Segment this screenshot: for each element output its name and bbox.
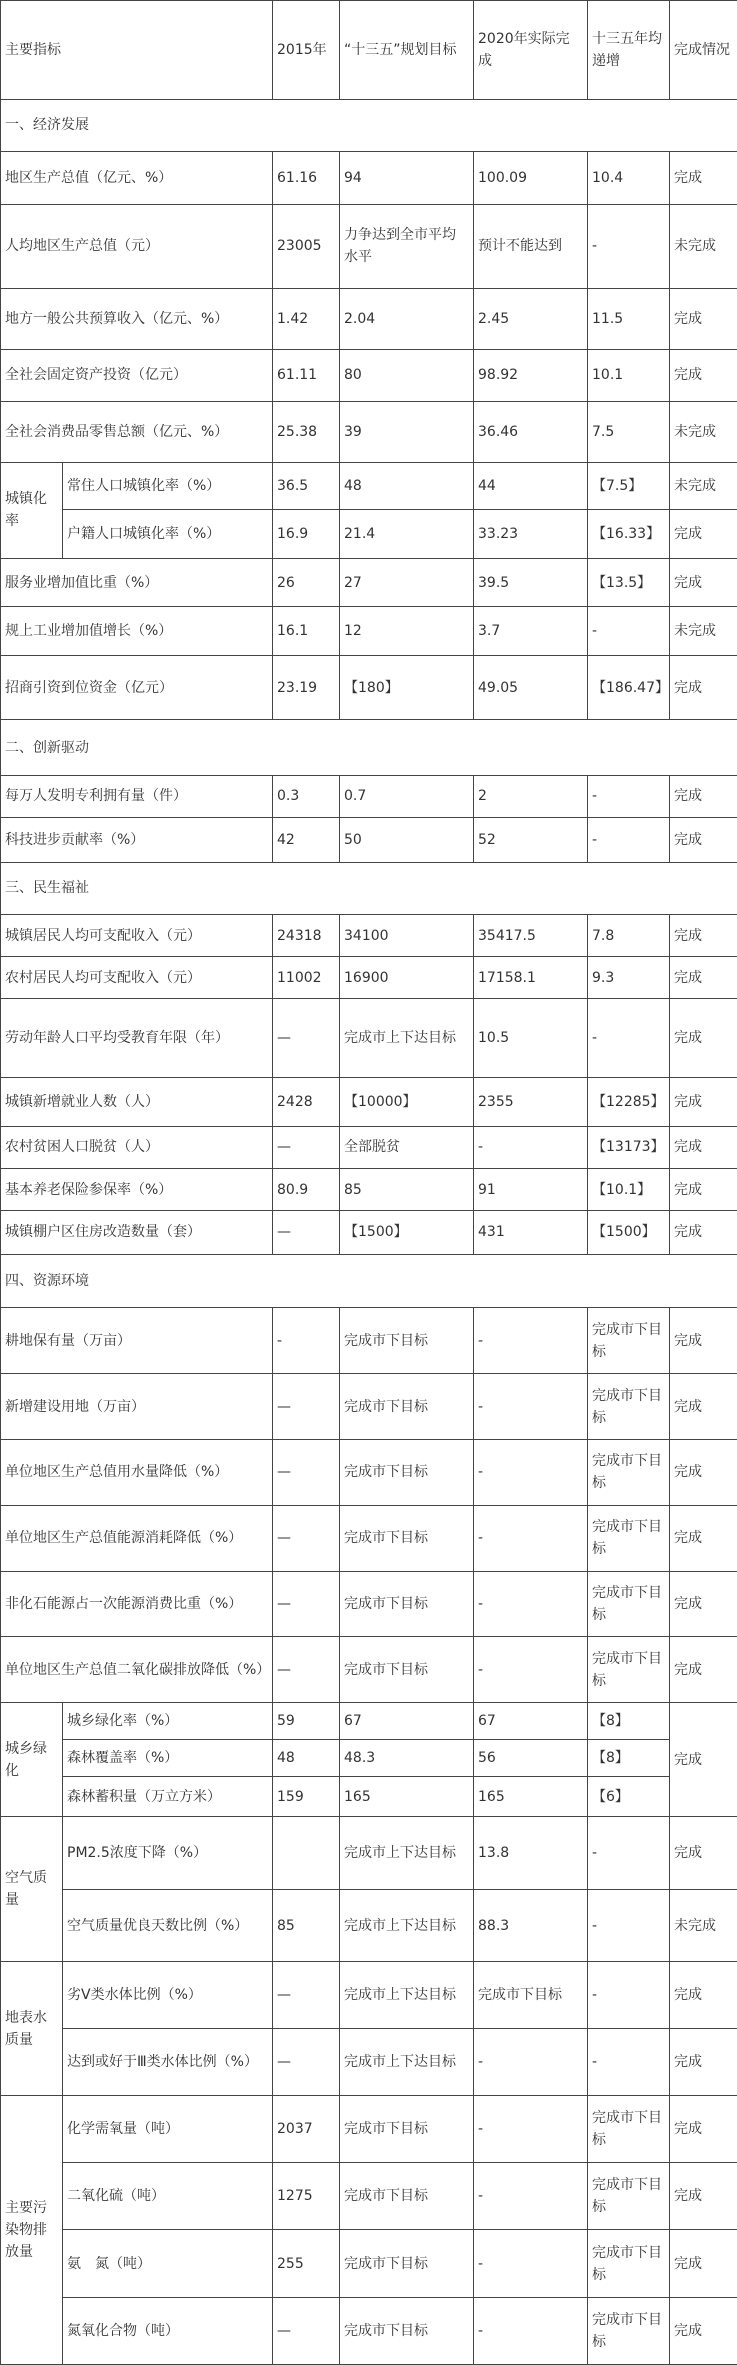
status-value: 完成 [670,2230,737,2297]
table-row [1,1637,737,1703]
table-row [1,1374,737,1440]
growth-value: 完成市下目标 [588,1308,670,1374]
growth-value: 完成市下目标 [588,2096,670,2163]
2015-value: 255 [273,2230,340,2297]
growth-value: 完成市下目标 [588,2230,670,2297]
status-value: 完成 [670,2297,737,2364]
status-value: 完成 [670,2029,737,2096]
column-header: 主要指标 [1,1,273,100]
column-header: 十三五年均递增 [588,1,670,100]
growth-value: - [588,1817,670,1889]
growth-value: 完成市下目标 [588,2163,670,2230]
status-value: 完成 [670,558,737,607]
growth-value: 7.8 [588,915,670,957]
actual-2020-value: - [474,1374,588,1440]
table-row [1,1169,737,1211]
indicator-name: 劣Ⅴ类水体比例（%） [63,1962,273,2029]
table-row [1,152,737,205]
indicator-name: 城镇居民人均可支配收入（元） [1,915,273,957]
indicator-name: 全社会固定资产投资（亿元） [1,349,273,402]
target-value: 27 [340,558,474,607]
2015-value: — [273,1505,340,1571]
status-value: 完成 [670,817,737,862]
2015-value: - [273,1308,340,1374]
section-row [1,862,737,915]
indicator-name: 劳动年龄人口平均受教育年限（年） [1,999,273,1078]
group-label: 主要污染物排放量 [1,2096,63,2365]
table-row [1,1126,737,1168]
indicator-name: 森林蓄积量（万立方米） [63,1776,273,1817]
actual-2020-value: - [474,2297,588,2364]
table-row [1,1962,737,2029]
2015-value: 11002 [273,957,340,999]
2015-value: 159 [273,1776,340,1817]
actual-2020-value: 13.8 [474,1817,588,1889]
status-value: 完成 [670,915,737,957]
status-value: 完成 [670,1211,737,1254]
header-row [1,1,737,100]
growth-value: 【7.5】 [588,462,670,509]
table-row [1,957,737,999]
actual-2020-value: 10.5 [474,999,588,1078]
2015-value: — [273,1962,340,2029]
actual-2020-value: 431 [474,1211,588,1254]
indicator-name: 城镇棚户区住房改造数量（套） [1,1211,273,1254]
status-value: 未完成 [670,607,737,656]
group-label: 城乡绿化 [1,1703,63,1817]
target-value: 完成市上下达目标 [340,1817,474,1889]
growth-value: 完成市下目标 [588,1505,670,1571]
growth-value: 完成市下目标 [588,1439,670,1505]
table-row [1,402,737,463]
actual-2020-value: - [474,1439,588,1505]
2015-value: 0.3 [273,775,340,817]
growth-value: - [588,607,670,656]
indicator-name: 城乡绿化率（%） [63,1703,273,1740]
growth-value: 【12285】 [588,1078,670,1127]
actual-2020-value: - [474,2096,588,2163]
growth-value: 完成市下目标 [588,1374,670,1440]
status-value: 完成 [670,1308,737,1374]
table-row [1,2297,737,2364]
indicator-name: 单位地区生产总值用水量降低（%） [1,1439,273,1505]
status-value: 完成 [670,656,737,720]
actual-2020-value: 91 [474,1169,588,1211]
status-value: 完成 [670,999,737,1078]
actual-2020-value: - [474,1505,588,1571]
actual-2020-value: - [474,2029,588,2096]
actual-2020-value: - [474,2163,588,2230]
group-label: 地表水质量 [1,1962,63,2096]
table-row [1,656,737,720]
indicator-name: 户籍人口城镇化率（%） [63,510,273,559]
growth-value: 【13.5】 [588,558,670,607]
target-value: 完成市上下达目标 [340,2029,474,2096]
2015-value: 23005 [273,204,340,288]
2015-value: 1275 [273,2163,340,2230]
target-value: 21.4 [340,510,474,559]
target-value: 力争达到全市平均水平 [340,204,474,288]
column-header: 2020年实际完成 [474,1,588,100]
target-value: 完成市下目标 [340,1374,474,1440]
2015-value: 2428 [273,1078,340,1127]
2015-value: 1.42 [273,289,340,350]
status-value: 完成 [670,775,737,817]
table-row [1,2230,737,2297]
target-value: 【10000】 [340,1078,474,1127]
table-row [1,775,737,817]
target-value: 完成市下目标 [340,1308,474,1374]
2015-value [273,1817,340,1889]
target-value: 2.04 [340,289,474,350]
status-value: 完成 [670,1169,737,1211]
growth-value: - [588,999,670,1078]
actual-2020-value: - [474,1571,588,1637]
target-value: 【1500】 [340,1211,474,1254]
2015-value: 80.9 [273,1169,340,1211]
2015-value: 61.11 [273,349,340,402]
indicator-name: 招商引资到位资金（亿元） [1,656,273,720]
indicator-name: 氨 氮（吨） [63,2230,273,2297]
actual-2020-value: - [474,1637,588,1703]
2015-value: 36.5 [273,462,340,509]
2015-value: — [273,2297,340,2364]
indicator-name: 单位地区生产总值能源消耗降低（%） [1,1505,273,1571]
status-value: 完成 [670,1126,737,1168]
growth-value: 10.1 [588,349,670,402]
indicator-name: 服务业增加值比重（%） [1,558,273,607]
indicator-name: 农村贫困人口脱贫（人） [1,1126,273,1168]
status-value: 完成 [670,2096,737,2163]
growth-value: 9.3 [588,957,670,999]
growth-value: 完成市下目标 [588,2297,670,2364]
2015-value: — [273,1637,340,1703]
actual-2020-value: - [474,2230,588,2297]
status-value: 完成 [670,1078,737,1127]
status-value: 完成 [670,1637,737,1703]
actual-2020-value: 2.45 [474,289,588,350]
growth-value: - [588,775,670,817]
table-row [1,2029,737,2096]
growth-value: 【1500】 [588,1211,670,1254]
indicator-name: 地方一般公共预算收入（亿元、%） [1,289,273,350]
2015-value: — [273,1374,340,1440]
actual-2020-value: - [474,1308,588,1374]
target-value: 完成市下目标 [340,1637,474,1703]
status-value: 完成 [670,1439,737,1505]
2015-value: 2037 [273,2096,340,2163]
2015-value: 23.19 [273,656,340,720]
2015-value: — [273,1126,340,1168]
status-value: 完成 [670,2163,737,2230]
status-value: 未完成 [670,1889,737,1961]
column-header: 完成情况 [670,1,737,100]
actual-2020-value: 165 [474,1776,588,1817]
actual-2020-value: 预计不能达到 [474,204,588,288]
2015-value: 48 [273,1739,340,1776]
indicator-name: 农村居民人均可支配收入（元） [1,957,273,999]
status-value: 完成 [670,349,737,402]
indicator-name: 化学需氧量（吨） [63,2096,273,2163]
target-value: 12 [340,607,474,656]
2015-value: 59 [273,1703,340,1740]
indicator-name: 二氧化硫（吨） [63,2163,273,2230]
section-row [1,99,737,152]
table-row [1,999,737,1078]
status-value: 完成 [670,510,737,559]
indicator-name: 地区生产总值（亿元、%） [1,152,273,205]
growth-value: - [588,204,670,288]
section-title: 三、民生福祉 [1,862,737,915]
2015-value: 85 [273,1889,340,1961]
table-row [1,349,737,402]
status-value: 完成 [670,152,737,205]
table-row [1,1308,737,1374]
table-row [1,1889,737,1961]
2015-value: — [273,1211,340,1254]
2015-value: — [273,2029,340,2096]
target-value: 50 [340,817,474,862]
2015-value: 16.1 [273,607,340,656]
table-row [1,1505,737,1571]
growth-value: - [588,1889,670,1961]
target-value: 85 [340,1169,474,1211]
status-value: 完成 [670,1571,737,1637]
indicator-name: 单位地区生产总值二氧化碳排放降低（%） [1,1637,273,1703]
actual-2020-value: 17158.1 [474,957,588,999]
status-value: 完成 [670,289,737,350]
status-value: 完成 [670,1703,737,1817]
growth-value: - [588,1962,670,2029]
actual-2020-value: 44 [474,462,588,509]
target-value: 完成市下目标 [340,2096,474,2163]
actual-2020-value: 36.46 [474,402,588,463]
table-row [1,1817,737,1889]
growth-value: 【10.1】 [588,1169,670,1211]
table-row [1,462,737,509]
table-row [1,1078,737,1127]
indicator-name: 非化石能源占一次能源消费比重（%） [1,1571,273,1637]
growth-value: 【16.33】 [588,510,670,559]
indicator-name: 科技进步贡献率（%） [1,817,273,862]
indicator-name: 氮氧化合物（吨） [63,2297,273,2364]
table-row [1,1439,737,1505]
status-value: 完成 [670,1962,737,2029]
growth-value: 7.5 [588,402,670,463]
target-value: 完成市下目标 [340,1439,474,1505]
2015-value: 16.9 [273,510,340,559]
actual-2020-value: 3.7 [474,607,588,656]
target-value: 94 [340,152,474,205]
status-value: 完成 [670,1505,737,1571]
table-row [1,204,737,288]
actual-2020-value: - [474,1126,588,1168]
status-value: 未完成 [670,402,737,463]
actual-2020-value: 52 [474,817,588,862]
2015-value: — [273,1571,340,1637]
growth-value: - [588,817,670,862]
status-value: 未完成 [670,462,737,509]
actual-2020-value: 2355 [474,1078,588,1127]
growth-value: 10.4 [588,152,670,205]
table-row [1,2096,737,2163]
section-row [1,720,737,775]
indicator-name: 达到或好于Ⅲ类水体比例（%） [63,2029,273,2096]
actual-2020-value: 56 [474,1739,588,1776]
group-label: 空气质量 [1,1817,63,1962]
actual-2020-value: 100.09 [474,152,588,205]
target-value: 67 [340,1703,474,1740]
growth-value: - [588,2029,670,2096]
section-title: 四、资源环境 [1,1254,737,1308]
target-value: 完成市下目标 [340,1505,474,1571]
table-row [1,607,737,656]
target-value: 80 [340,349,474,402]
status-value: 完成 [670,1374,737,1440]
table-row [1,510,737,559]
actual-2020-value: 2 [474,775,588,817]
target-value: 16900 [340,957,474,999]
actual-2020-value: 49.05 [474,656,588,720]
status-value: 完成 [670,1817,737,1889]
target-value: 完成市上下达目标 [340,1962,474,2029]
growth-value: 【186.47】 [588,656,670,720]
target-value: 完成市下目标 [340,2163,474,2230]
indicator-name: 人均地区生产总值（元） [1,204,273,288]
actual-2020-value: 33.23 [474,510,588,559]
2015-value: 26 [273,558,340,607]
group-label: 城镇化率 [1,462,63,558]
growth-value: 【8】 [588,1703,670,1740]
column-header: 2015年 [273,1,340,100]
status-value: 未完成 [670,204,737,288]
2015-value: 42 [273,817,340,862]
growth-value: 11.5 [588,289,670,350]
indicator-name: 新增建设用地（万亩） [1,1374,273,1440]
target-value: 34100 [340,915,474,957]
target-value: 48.3 [340,1739,474,1776]
table-row [1,1211,737,1254]
indicator-name: 城镇新增就业人数（人） [1,1078,273,1127]
growth-value: 完成市下目标 [588,1637,670,1703]
actual-2020-value: 35417.5 [474,915,588,957]
2015-value: 25.38 [273,402,340,463]
section-row [1,1254,737,1308]
2015-value: 24318 [273,915,340,957]
actual-2020-value: 67 [474,1703,588,1740]
table-row [1,2163,737,2230]
indicator-name: 全社会消费品零售总额（亿元、%） [1,402,273,463]
growth-value: 【8】 [588,1739,670,1776]
column-header: “十三五”规划目标 [340,1,474,100]
target-value: 全部脱贫 [340,1126,474,1168]
indicator-name: 每万人发明专利拥有量（件） [1,775,273,817]
target-value: 完成市上下达目标 [340,999,474,1078]
actual-2020-value: 39.5 [474,558,588,607]
table-row [1,1739,737,1776]
target-value: 165 [340,1776,474,1817]
status-value: 完成 [670,957,737,999]
target-value: 48 [340,462,474,509]
indicator-name: 耕地保有量（万亩） [1,1308,273,1374]
actual-2020-value: 98.92 [474,349,588,402]
section-title: 二、创新驱动 [1,720,737,775]
table-row [1,915,737,957]
target-value: 完成市下目标 [340,2297,474,2364]
2015-value: 61.16 [273,152,340,205]
indicator-name: 常住人口城镇化率（%） [63,462,273,509]
table-row [1,1571,737,1637]
table-row [1,289,737,350]
table-row [1,1703,737,1740]
indicator-name: PM2.5浓度下降（%） [63,1817,273,1889]
growth-value: 【6】 [588,1776,670,1817]
section-title: 一、经济发展 [1,99,737,152]
table-row [1,1776,737,1817]
growth-value: 【13173】 [588,1126,670,1168]
indicator-name: 规上工业增加值增长（%） [1,607,273,656]
indicator-name: 基本养老保险参保率（%） [1,1169,273,1211]
indicator-name: 空气质量优良天数比例（%） [63,1889,273,1961]
actual-2020-value: 完成市下目标 [474,1962,588,2029]
target-value: 【180】 [340,656,474,720]
target-value: 完成市下目标 [340,1571,474,1637]
table-row [1,817,737,862]
target-value: 完成市下目标 [340,2230,474,2297]
2015-value: — [273,999,340,1078]
growth-value: 完成市下目标 [588,1571,670,1637]
2015-value: — [273,1439,340,1505]
target-value: 0.7 [340,775,474,817]
target-value: 39 [340,402,474,463]
indicator-name: 森林覆盖率（%） [63,1739,273,1776]
table-row [1,558,737,607]
target-value: 完成市上下达目标 [340,1889,474,1961]
actual-2020-value: 88.3 [474,1889,588,1961]
